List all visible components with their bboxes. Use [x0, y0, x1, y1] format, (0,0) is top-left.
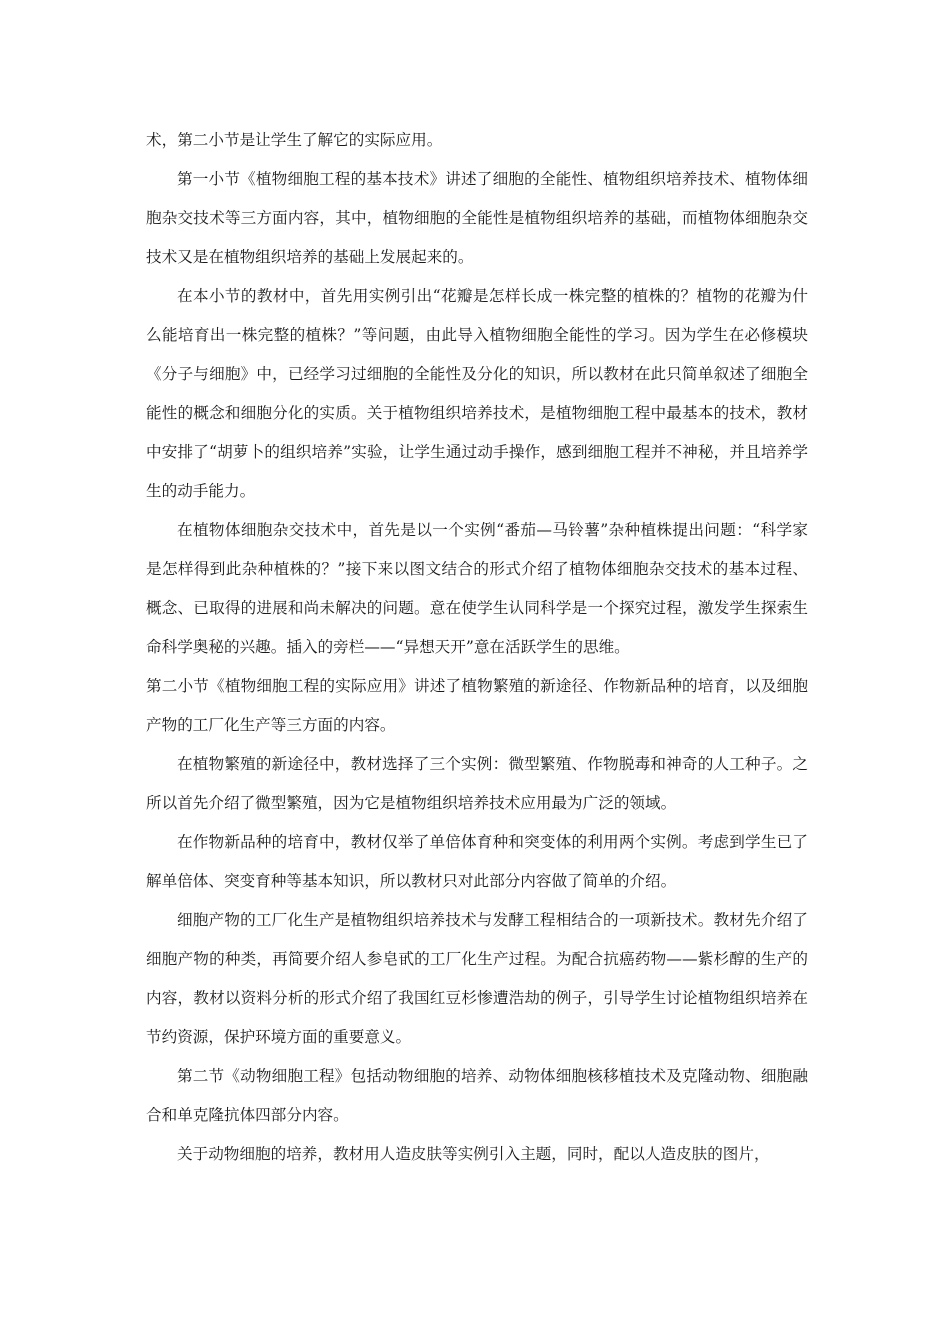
paragraph: 关于动物细胞的培养，教材用人造皮肤等实例引入主题，同时，配以人造皮肤的图片， — [177, 1145, 770, 1163]
paragraph: 在本小节的教材中，首先用实例引出“花瓣是怎样长成一株完整的植株的？植物的花瓣为什么能培育出一株完整的植株？”等问题，由此导入植物细胞全能性的学习。因为学生在必修模块《分子与细胞》中，已经学习过细胞的全能性及分化的知识，所以教材在此只简单叙述了细胞全能性的概念和细胞分化的实质。关于植物组织培养技术，是植物细胞工程中最基本的技术，教材中安排了“胡萝卜的组织培养”实验，让学生通过动手操作，感到细胞工程并不神秘，并且培养学生的动手能力。 — [146, 287, 808, 500]
paragraph: 在作物新品种的培育中，教材仅举了单倍体育种和突变体的利用两个实例。考虑到学生已了解单倍体、突变育种等基本知识，所以教材只对此部分内容做了简单的介绍。 — [146, 833, 808, 890]
paragraph: 第二节《动物细胞工程》包括动物细胞的培养、动物体细胞核移植技术及克隆动物、细胞融合和单克隆抗体四部分内容。 — [146, 1067, 808, 1124]
paragraph: 术，第二小节是让学生了解它的实际应用。 — [146, 131, 443, 149]
paragraph: 第一小节《植物细胞工程的基本技术》讲述了细胞的全能性、植物组织培养技术、植物体细胞杂交技术等三方面内容，其中，植物细胞的全能性是植物组织培养的基础，而植物体细胞杂交技术又是在植物组织培养的基础上发展起来的。 — [146, 170, 808, 266]
paragraph: 在植物繁殖的新途径中，教材选择了三个实例：微型繁殖、作物脱毒和神奇的人工种子。之所以首先介绍了微型繁殖，因为它是植物组织培养技术应用最为广泛的领域。 — [146, 755, 808, 812]
document-body — [146, 121, 808, 1174]
paragraph: 细胞产物的工厂化生产是植物组织培养技术与发酵工程相结合的一项新技术。教材先介绍了细胞产物的种类，再简要介绍人参皂甙的工厂化生产过程。为配合抗癌药物——紫杉醇的生产的内容，教材以资料分析的形式介绍了我国红豆杉惨遭浩劫的例子，引导学生讨论植物组织培养在节约资源，保护环境方面的重要意义。 — [146, 911, 808, 1046]
paragraph: 第二小节《植物细胞工程的实际应用》讲述了植物繁殖的新途径、作物新品种的培育，以及细胞产物的工厂化生产等三方面的内容。 — [146, 677, 808, 734]
paragraph: 在植物体细胞杂交技术中，首先是以一个实例“番茄—马铃薯”杂种植株提出问题：“科学家是怎样得到此杂种植株的？”接下来以图文结合的形式介绍了植物体细胞杂交技术的基本过程、概念、已取得的进展和尚未解决的问题。意在使学生认同科学是一个探究过程，激发学生探索生命科学奥秘的兴趣。插入的旁栏——“异想天开”意在活跃学生的思维。 — [146, 521, 808, 656]
